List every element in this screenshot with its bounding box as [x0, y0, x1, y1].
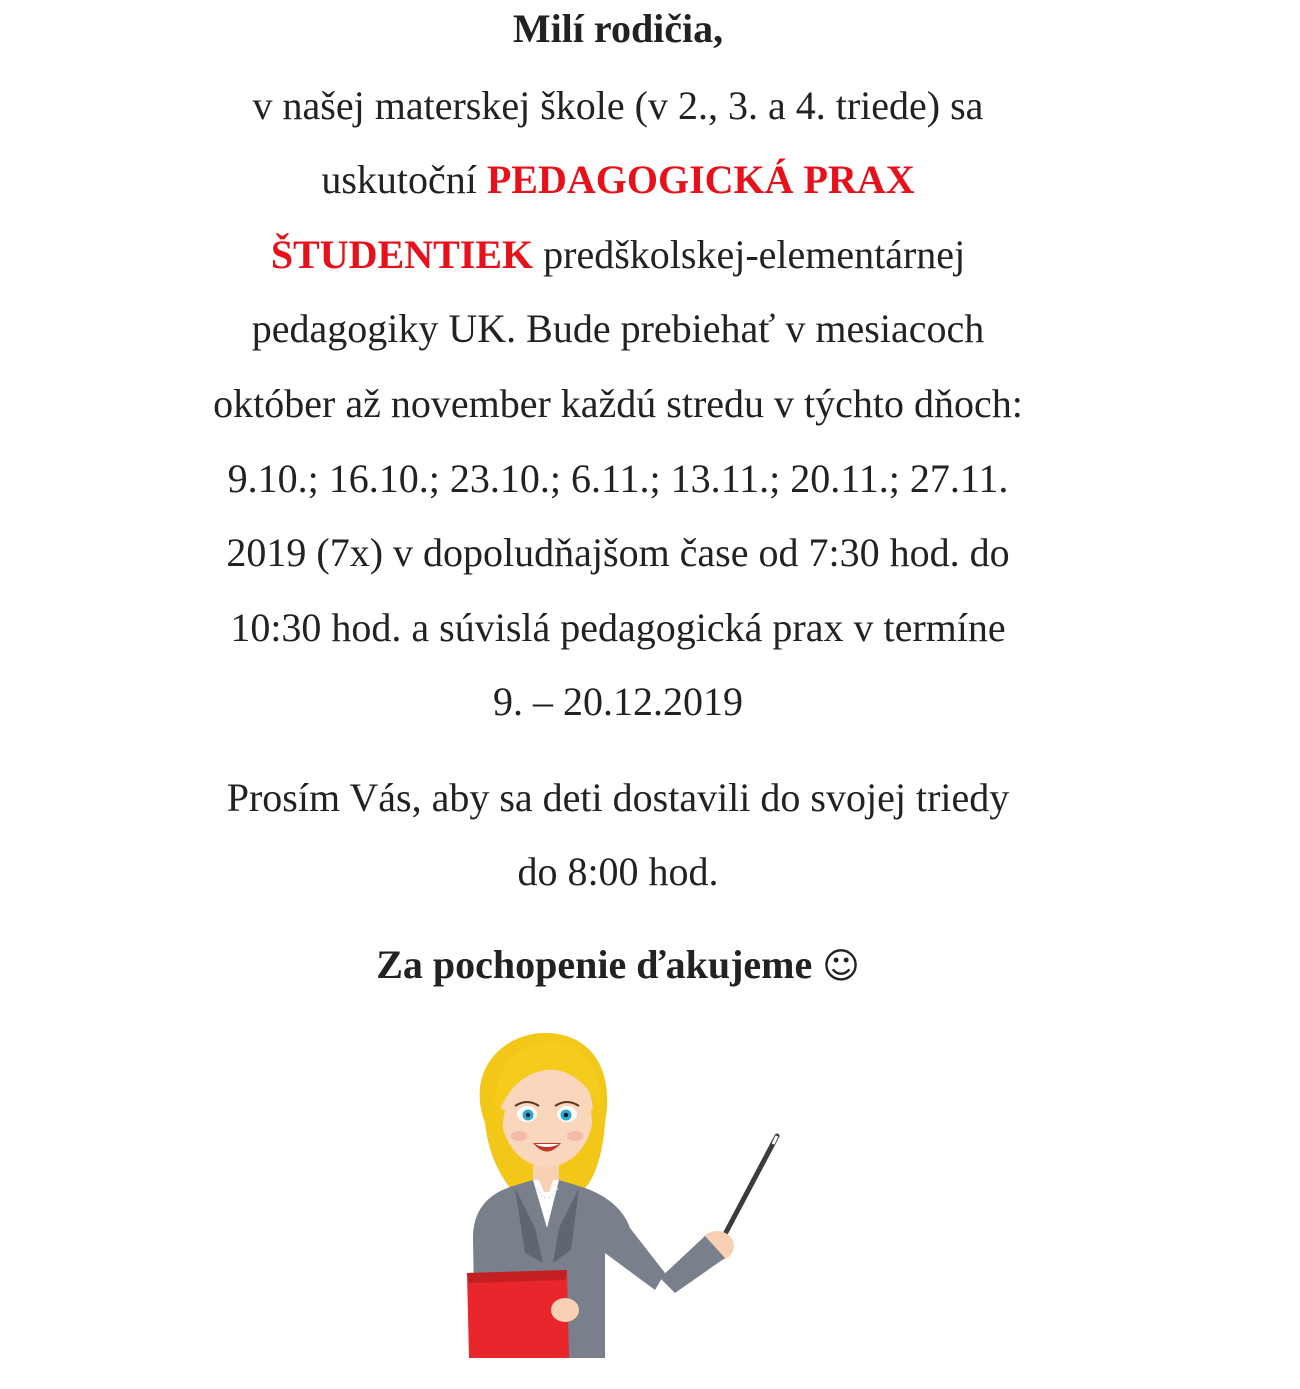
notice-line-7: 2019 (7x) v dopoludňajšom čase od 7:30 hod. do: [226, 530, 1010, 575]
greeting-heading: Milí rodičia,: [512, 6, 724, 51]
notice-line-4: pedagogiky UK. Bude prebiehať v mesiacoch: [251, 306, 985, 351]
notice-line-5: október až november každú stredu v týchto dňoch:: [213, 381, 1023, 426]
practice-highlight-1: PEDAGOGICKÁ PRAX: [486, 157, 915, 202]
continuous-practice-dates: 9. – 20.12.2019: [493, 679, 743, 724]
request-line-1: Prosím Vás, aby sa deti dostavili do svojej triedy: [226, 775, 1010, 820]
notice-line-3-suffix: predškolskej-elementárnej: [533, 232, 966, 277]
smiley-icon: ☺: [822, 946, 860, 987]
notice-line-2: [0, 156, 1236, 204]
pointer-stick: [723, 1136, 777, 1238]
practice-highlight-2: ŠTUDENTIEK: [270, 232, 534, 277]
notice-line-8: 10:30 hod. a súvislá pedagogická prax v termíne: [230, 605, 1006, 650]
notice-line-1: v našej materskej škole (v 2., 3. a 4. triede) sa: [252, 83, 984, 128]
teacher-illustration: [455, 1028, 785, 1358]
notice-line-3: [0, 231, 1236, 279]
notice-line-2-prefix: uskutoční: [321, 157, 487, 202]
dates-line: 9.10.; 16.10.; 23.10.; 6.11.; 13.11.; 20.11.; 27.11.: [227, 456, 1009, 501]
thanks-line: [0, 941, 1236, 991]
thanks-text: Za pochopenie ďakujeme: [376, 942, 813, 987]
request-line-2: do 8:00 hod.: [517, 849, 719, 894]
